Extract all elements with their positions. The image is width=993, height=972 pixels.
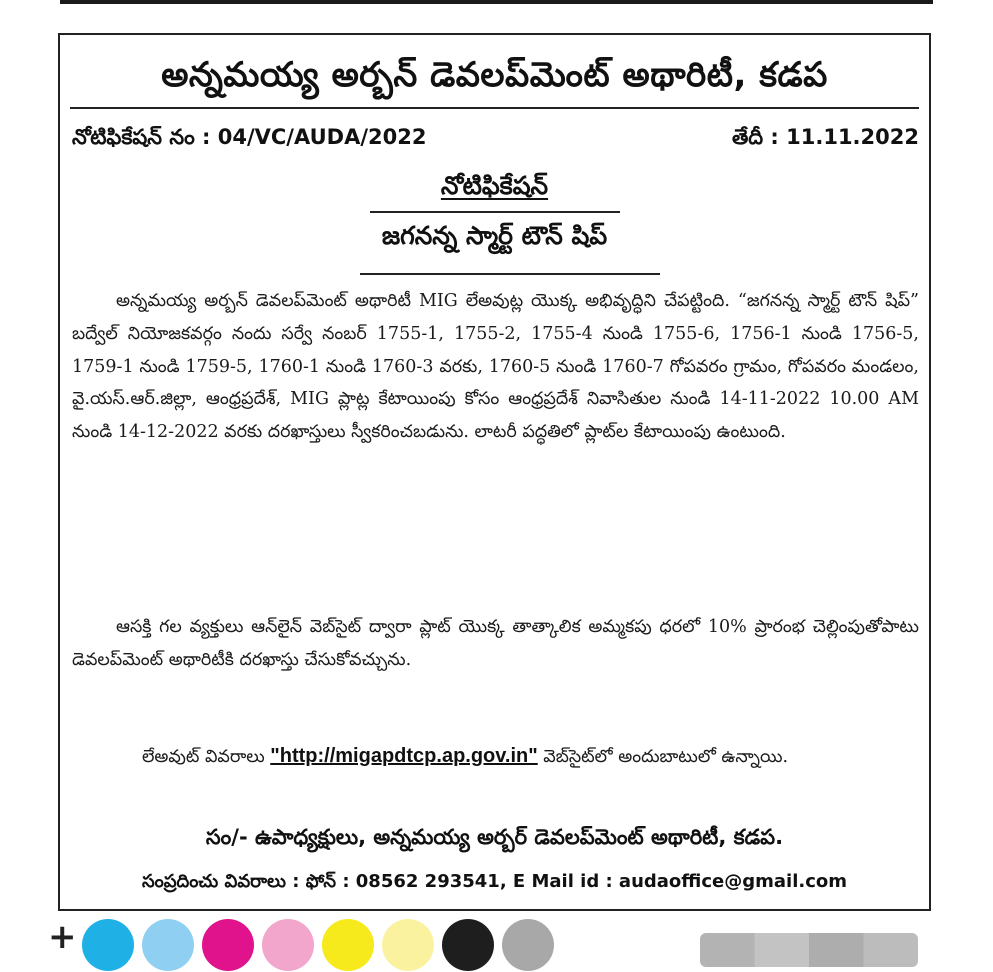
authority-title: అన్నమయ్య అర్బన్ డెవలప్‌మెంట్ అథారిటీ, కడప — [161, 55, 828, 95]
light-magenta-swatch — [262, 919, 314, 971]
notification-date: తేదీ : 11.11.2022 — [731, 125, 919, 149]
notification-heading-text: నోటిఫికేషన్ — [440, 171, 549, 200]
body-paragraph-3 — [72, 740, 919, 774]
layout-details-label: లేఅవుట్ వివరాలు — [142, 747, 271, 767]
scheme-name: జగనన్న స్మార్ట్ టౌన్ షిప్ — [381, 221, 608, 250]
gray-swatch — [502, 919, 554, 971]
heading-divider — [370, 211, 620, 213]
title-divider — [70, 107, 919, 109]
notification-ad — [58, 33, 931, 911]
black-swatch — [442, 919, 494, 971]
registration-mark-icon: + — [48, 917, 77, 957]
light-yellow-swatch — [382, 919, 434, 971]
magenta-swatch — [202, 919, 254, 971]
top-rule — [60, 0, 933, 4]
website-link[interactable]: "http://migapdtcp.ap.gov.in" — [270, 745, 538, 767]
availability-text: వెబ్‌సైట్‌లో అందుబాటులో ఉన్నాయి. — [537, 747, 789, 767]
contact-details: సంప్రదించు వివరాలు : ఫోన్ : 08562 293541, E Mail id : audaoffice@gmail.com — [141, 871, 847, 892]
notification-meta — [72, 125, 919, 159]
notification-number: నోటిఫికేషన్ నం : 04/VC/AUDA/2022 — [72, 125, 427, 149]
light-cyan-swatch — [142, 919, 194, 971]
signature-line: సం/- ఉపాధ్యక్షులు, అన్నమయ్య అర్బర్ డెవలప్‌మెంట్ అథారిటీ, కడప. — [205, 825, 784, 849]
body-paragraph-2: ఆసక్తి గల వ్యక్తులు ఆన్‌లైన్ వెబ్‌సైట్ ద్వారా ప్లాట్ యొక్క తాత్కాలిక అమ్మకపు ధరలో 10% ప్రారంభ చెల్లింపుతోపాటు డెవలప్‌మెంట్ అథారిటీకి దరఖాస్తు చేసుకోవచ్చును. — [72, 617, 919, 670]
gray-scale-strip — [700, 933, 918, 967]
scheme-divider — [360, 273, 660, 275]
body-paragraph-1: అన్నమయ్య అర్బన్ డెవలప్‌మెంట్ అథారిటీ MIG లేఅవుట్ల యొక్క అభివృద్ధిని చేపట్టింది. “జగనన్న స్మార్ట్ టౌన్ షిప్” బద్వేల్ నియోజకవర్గం నందు సర్వే నంబర్ 1755-1, 1755-2, 1755-4 నుండి 1755-6, 1756-1 నుండి 1756-5, 1759-1 నుండి 1759-5, 1760-1 నుండి 1760-3 వరకు, 1760-5 నుండి 1760-7 గోపవరం గ్రామం, గోపవరం మండలం, వై.యస్.ఆర్.జిల్లా, ఆంధ్రప్రదేశ్, MIG ప్లాట్ల కేటాయింపు కోసం ఆంధ్రప్రదేశ్ నివాసితుల నుండి 14-11-2022 10.00 AM నుండి 14-12-2022 వరకు దరఖాస్తులు స్వీకరించబడును. లాటరీ పద్ధతిలో ప్లాట్‌ల కేటాయింపు ఉంటుంది. — [72, 291, 919, 443]
yellow-swatch — [322, 919, 374, 971]
print-color-bar — [48, 913, 928, 971]
cyan-swatch — [82, 919, 134, 971]
notification-heading — [60, 171, 929, 207]
